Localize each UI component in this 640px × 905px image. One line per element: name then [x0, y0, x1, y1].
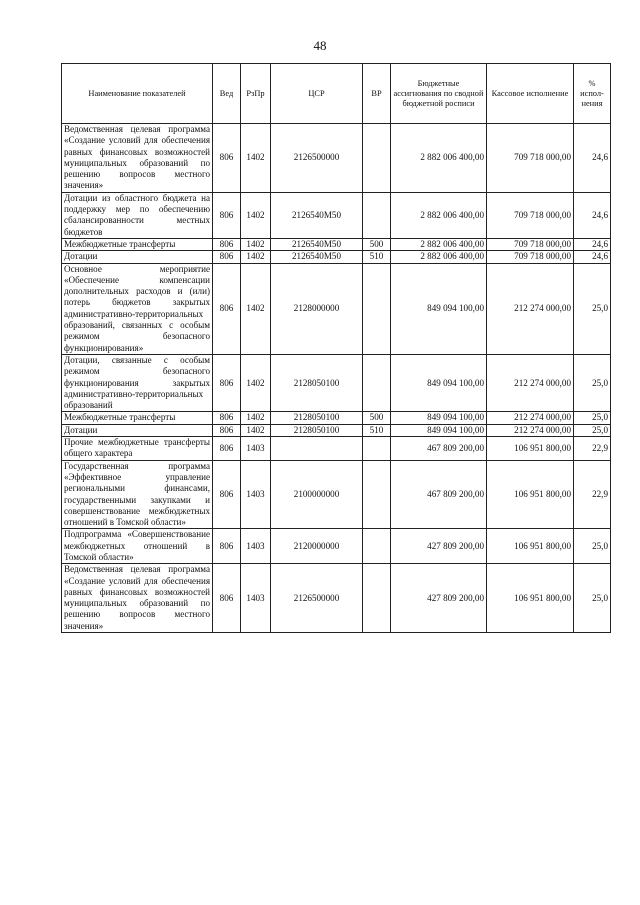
cell-pct: 22,9 [574, 460, 611, 529]
header-ved: Вед [213, 64, 241, 124]
cell-cash: 709 718 000,00 [487, 238, 574, 250]
cell-pct: 25,0 [574, 529, 611, 564]
cell-rzpr: 1402 [241, 124, 271, 193]
cell-vr: 500 [363, 412, 391, 424]
table-row [62, 263, 611, 354]
cell-name: Государственная программа «Эффективное управление региональными финансами, государственными закупками и совершенствование межбюджетных отношений в Томской области» [62, 460, 213, 529]
cell-cash: 106 951 800,00 [487, 564, 574, 633]
cell-csr: 2126500000 [271, 124, 363, 193]
cell-name: Межбюджетные трансферты [62, 412, 213, 424]
cell-csr: 2100000000 [271, 460, 363, 529]
cell-cash: 709 718 000,00 [487, 192, 574, 238]
cell-rzpr: 1403 [241, 437, 271, 461]
cell-plan: 427 809 200,00 [391, 529, 487, 564]
cell-cash: 106 951 800,00 [487, 460, 574, 529]
header-csr: ЦСР [271, 64, 363, 124]
cell-cash: 212 274 000,00 [487, 263, 574, 354]
cell-plan: 849 094 100,00 [391, 424, 487, 436]
cell-rzpr: 1402 [241, 412, 271, 424]
header-vr: ВР [363, 64, 391, 124]
cell-cash: 709 718 000,00 [487, 124, 574, 193]
cell-rzpr: 1402 [241, 263, 271, 354]
cell-name: Дотации [62, 424, 213, 436]
cell-name: Подпрограмма «Совершенствование межбюджетных отношений в Томской области» [62, 529, 213, 564]
cell-name: Межбюджетные трансферты [62, 238, 213, 250]
cell-plan: 2 882 006 400,00 [391, 124, 487, 193]
cell-vr [363, 529, 391, 564]
table-header-row [62, 64, 611, 124]
cell-csr: 2128000000 [271, 263, 363, 354]
cell-pct: 25,0 [574, 263, 611, 354]
cell-cash: 106 951 800,00 [487, 437, 574, 461]
cell-csr: 2126540М50 [271, 192, 363, 238]
cell-vr [363, 564, 391, 633]
cell-rzpr: 1402 [241, 192, 271, 238]
cell-pct: 22,9 [574, 437, 611, 461]
cell-rzpr: 1403 [241, 460, 271, 529]
cell-pct: 24,6 [574, 124, 611, 193]
cell-pct: 25,0 [574, 412, 611, 424]
cell-name: Ведомственная целевая программа «Создание условий для обеспечения равных финансовых возможностей муниципальных образований по решению вопросов местного значения» [62, 564, 213, 633]
cell-ved: 806 [213, 564, 241, 633]
header-rzpr: РзПр [241, 64, 271, 124]
cell-ved: 806 [213, 251, 241, 263]
cell-cash: 212 274 000,00 [487, 424, 574, 436]
cell-csr: 2126540М50 [271, 238, 363, 250]
cell-pct: 24,6 [574, 192, 611, 238]
table-row [62, 437, 611, 461]
cell-ved: 806 [213, 424, 241, 436]
cell-name: Дотации [62, 251, 213, 263]
cell-vr: 500 [363, 238, 391, 250]
cell-name: Ведомственная целевая программа «Создание условий для обеспечения равных финансовых возможностей муниципальных образований по решению вопросов местного значения» [62, 124, 213, 193]
cell-cash: 106 951 800,00 [487, 529, 574, 564]
cell-cash: 709 718 000,00 [487, 251, 574, 263]
cell-name: Дотации, связанные с особым режимом безопасного функционирования закрытых административно-территориальных образований [62, 354, 213, 411]
cell-plan: 849 094 100,00 [391, 263, 487, 354]
table-row [62, 354, 611, 411]
cell-plan: 2 882 006 400,00 [391, 238, 487, 250]
table-row [62, 424, 611, 436]
cell-ved: 806 [213, 412, 241, 424]
cell-vr [363, 263, 391, 354]
page-number: 48 [313, 38, 327, 53]
cell-ved: 806 [213, 192, 241, 238]
table-row [62, 192, 611, 238]
cell-csr: 2120000000 [271, 529, 363, 564]
cell-ved: 806 [213, 460, 241, 529]
header-name: Наименование показателей [62, 64, 213, 124]
table-row [62, 564, 611, 633]
cell-csr [271, 437, 363, 461]
cell-rzpr: 1402 [241, 238, 271, 250]
header-cash: Кассовое исполнение [487, 64, 574, 124]
cell-vr [363, 460, 391, 529]
cell-pct: 25,0 [574, 424, 611, 436]
cell-name: Основное мероприятие «Обеспечение компенсации дополнительных расходов и (или) потерь бюджетов закрытых административно-территориальных образований, связанных с особым режимом безопасного функционирования» [62, 263, 213, 354]
cell-csr: 2128050100 [271, 354, 363, 411]
table-body [62, 124, 611, 633]
cell-vr [363, 354, 391, 411]
cell-plan: 467 809 200,00 [391, 437, 487, 461]
cell-name: Прочие межбюджетные трансферты общего характера [62, 437, 213, 461]
cell-ved: 806 [213, 238, 241, 250]
cell-pct: 24,6 [574, 251, 611, 263]
cell-ved: 806 [213, 354, 241, 411]
cell-vr [363, 192, 391, 238]
cell-rzpr: 1402 [241, 251, 271, 263]
cell-rzpr: 1403 [241, 529, 271, 564]
cell-name: Дотации из областного бюджета на поддержку мер по обеспечению сбалансированности местных бюджетов [62, 192, 213, 238]
header-plan: Бюджетные ассигнования по сводной бюджетной росписи [391, 64, 487, 124]
cell-csr: 2128050100 [271, 424, 363, 436]
cell-plan: 849 094 100,00 [391, 412, 487, 424]
cell-rzpr: 1402 [241, 424, 271, 436]
cell-vr: 510 [363, 424, 391, 436]
cell-plan: 2 882 006 400,00 [391, 192, 487, 238]
cell-plan: 849 094 100,00 [391, 354, 487, 411]
cell-csr: 2126500000 [271, 564, 363, 633]
cell-pct: 25,0 [574, 354, 611, 411]
cell-ved: 806 [213, 263, 241, 354]
cell-vr: 510 [363, 251, 391, 263]
cell-rzpr: 1403 [241, 564, 271, 633]
cell-plan: 2 882 006 400,00 [391, 251, 487, 263]
cell-csr: 2128050100 [271, 412, 363, 424]
cell-ved: 806 [213, 529, 241, 564]
cell-cash: 212 274 000,00 [487, 354, 574, 411]
table-row [62, 238, 611, 250]
header-pct: % испол-нения [574, 64, 611, 124]
cell-csr: 2126540М50 [271, 251, 363, 263]
cell-pct: 24,6 [574, 238, 611, 250]
table-row [62, 251, 611, 263]
cell-ved: 806 [213, 124, 241, 193]
cell-pct: 25,0 [574, 564, 611, 633]
cell-cash: 212 274 000,00 [487, 412, 574, 424]
table-row [62, 124, 611, 193]
cell-vr [363, 124, 391, 193]
cell-ved: 806 [213, 437, 241, 461]
cell-rzpr: 1402 [241, 354, 271, 411]
cell-vr [363, 437, 391, 461]
table-row [62, 412, 611, 424]
table-row [62, 460, 611, 529]
cell-plan: 467 809 200,00 [391, 460, 487, 529]
budget-execution-table [61, 63, 611, 633]
cell-plan: 427 809 200,00 [391, 564, 487, 633]
table-row [62, 529, 611, 564]
